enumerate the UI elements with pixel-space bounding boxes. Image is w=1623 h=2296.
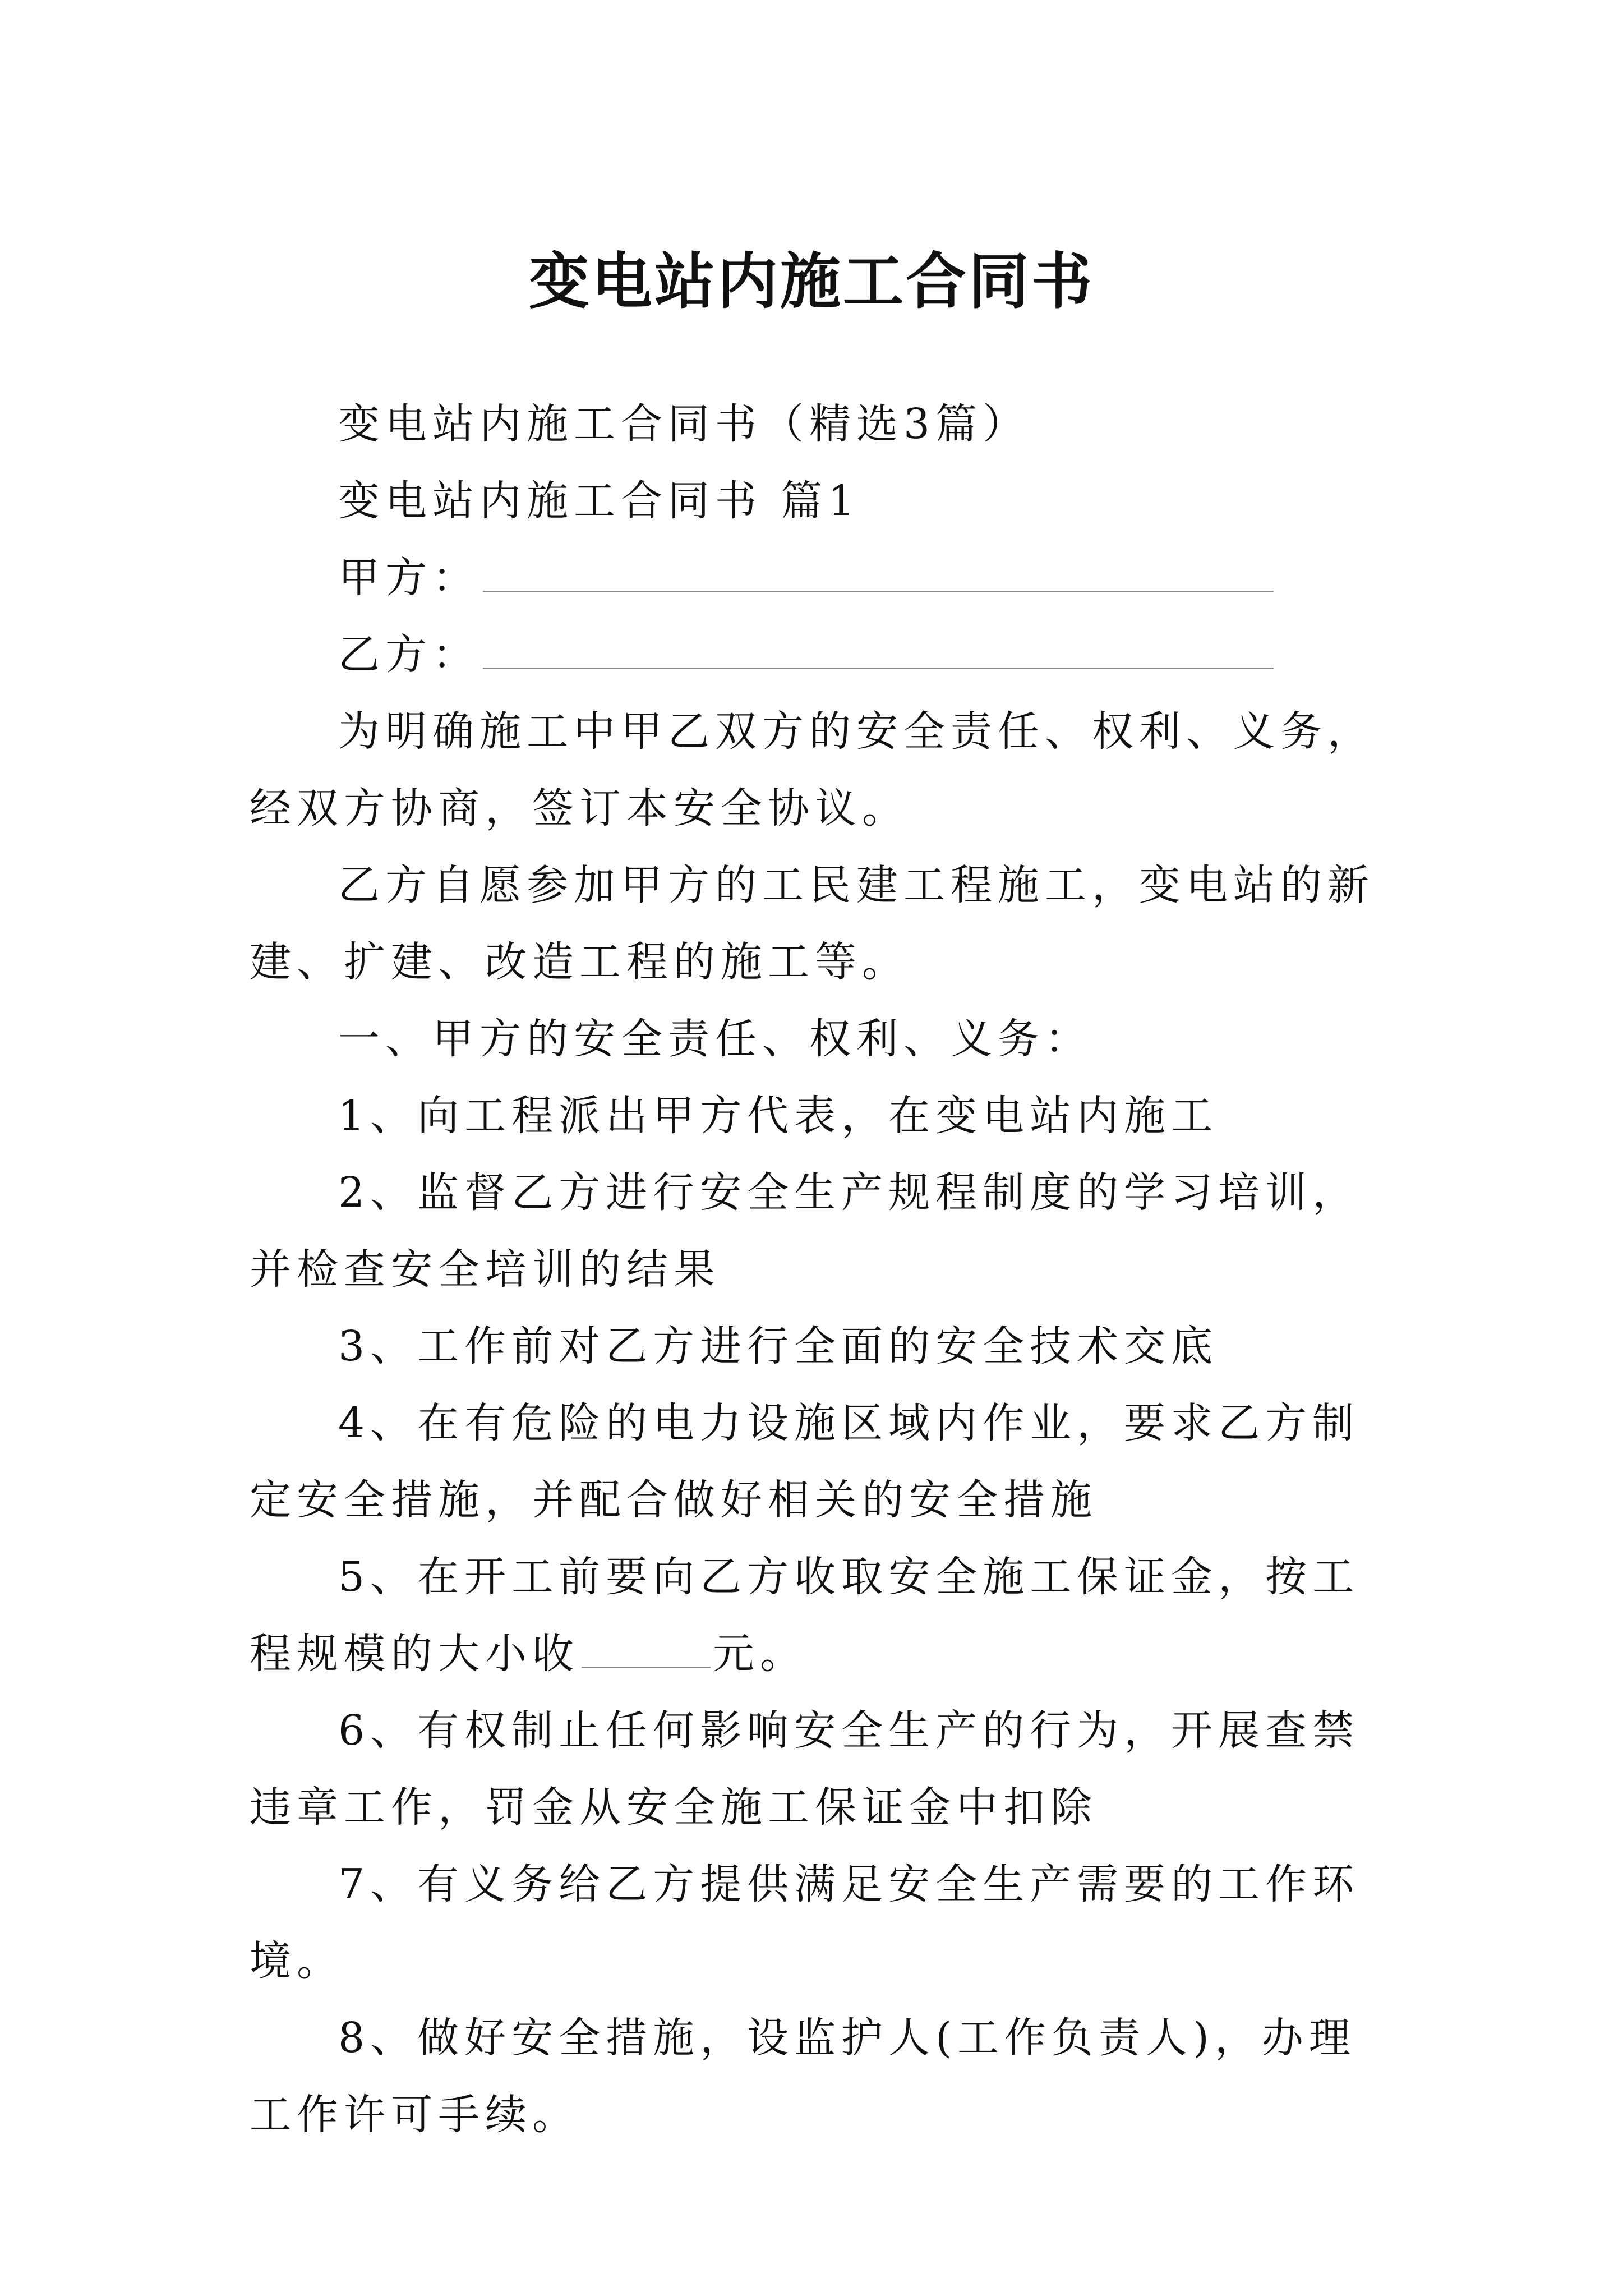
party-a-line bbox=[250, 540, 1382, 616]
item-1: 1、向工程派出甲方代表，在变电站内施工 bbox=[338, 1092, 1219, 1140]
document-title: 变电站内施工合同书 bbox=[528, 246, 1094, 318]
item-5-text: 5、在开工前要向乙方收取安全施工保证金，按工程规模的大小收 bbox=[250, 1553, 1360, 1678]
heading-1: 一、甲方的安全责任、权利、义务： bbox=[338, 1015, 1092, 1063]
section-heading: 变电站内施工合同书 篇1 bbox=[338, 477, 860, 525]
party-b-blank bbox=[483, 667, 1274, 669]
scope-paragraph: 乙方自愿参加甲方的工民建工程施工，变电站的新建、扩建、改造工程的施工等。 bbox=[250, 861, 1375, 986]
party-a-blank bbox=[483, 590, 1274, 592]
document-body bbox=[250, 386, 1382, 2154]
item-3: 3、工作前对乙方进行全面的安全技术交底 bbox=[338, 1322, 1219, 1370]
item-6: 6、有权制止任何影响安全生产的行为，开展查禁违章工作，罚金从安全施工保证金中扣除 bbox=[250, 1706, 1360, 1832]
item-8: 8、做好安全措施，设监护人(工作负责人)，办理工作许可手续。 bbox=[250, 2014, 1356, 2139]
intro-paragraph: 为明确施工中甲乙双方的安全责任、权利、义务，经双方协商，签订本安全协议。 bbox=[250, 707, 1375, 832]
subtitle: 变电站内施工合同书（精选3篇） bbox=[338, 400, 1030, 448]
party-a-label: 甲方： bbox=[338, 554, 479, 602]
item-4: 4、在有危险的电力设施区域内作业，要求乙方制定安全措施，并配合做好相关的安全措施 bbox=[250, 1399, 1360, 1524]
item-5 bbox=[250, 1539, 1382, 1692]
item-2: 2、监督乙方进行安全生产规程制度的学习培训，并检查安全培训的结果 bbox=[250, 1168, 1360, 1294]
party-b-line bbox=[250, 616, 1382, 693]
amount-blank bbox=[582, 1666, 711, 1668]
party-b-label: 乙方： bbox=[338, 631, 479, 679]
item-5-unit: 元。 bbox=[713, 1630, 807, 1678]
item-7: 7、有义务给乙方提供满足安全生产需要的工作环境。 bbox=[250, 1860, 1360, 1985]
